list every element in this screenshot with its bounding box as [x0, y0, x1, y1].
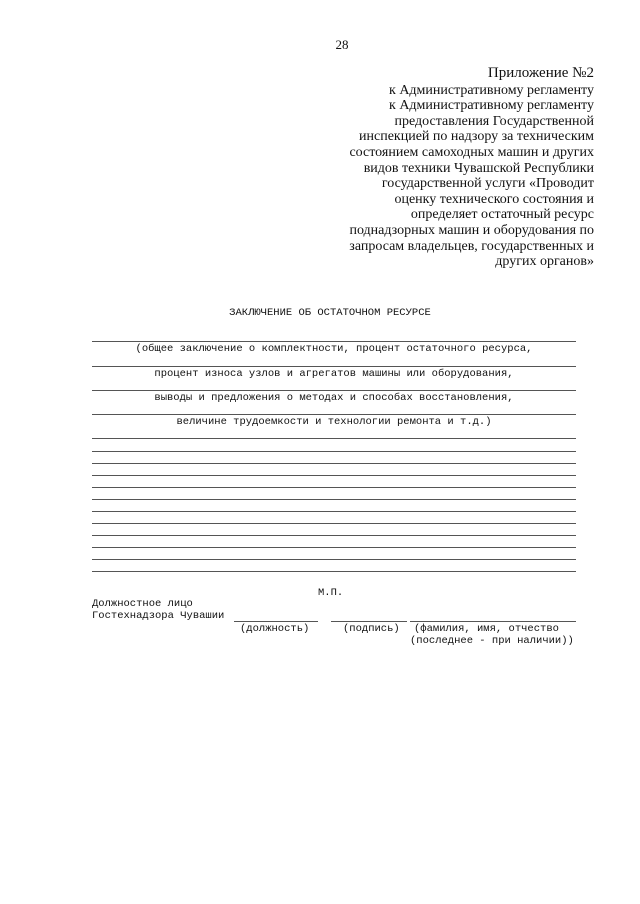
position-field[interactable] [234, 621, 318, 622]
conclusion-line[interactable] [92, 571, 576, 572]
conclusion-line[interactable] [92, 511, 576, 512]
conclusion-line[interactable] [92, 463, 576, 464]
conclusion-hint: процент износа узлов и агрегатов машины или оборудования, [154, 368, 514, 380]
signature-caption: (подпись) [343, 623, 400, 635]
appendix-line: других органов» [495, 254, 594, 270]
conclusion-hint: (общее заключение о комплектности, процент остаточного ресурса, [135, 343, 533, 355]
appendix-title: Приложение №2 [487, 65, 594, 81]
conclusion-line[interactable] [92, 390, 576, 391]
conclusion-line[interactable] [92, 559, 576, 560]
conclusion-hint: выводы и предложения о методах и способах восстановления, [154, 392, 514, 404]
appendix-line: определяет остаточный ресурс [410, 207, 594, 223]
appendix-block [294, 66, 594, 270]
appendix-line: состоянием самоходных машин и других [349, 144, 594, 160]
conclusion-line[interactable] [92, 451, 576, 452]
conclusion-line[interactable] [92, 499, 576, 500]
appendix-line: оценку технического состояния и [394, 191, 594, 207]
appendix-line: видов техники Чувашской Республики [363, 160, 594, 176]
appendix-line: к Административному регламенту [389, 98, 594, 114]
appendix-line: к Административному регламенту [389, 82, 594, 98]
conclusion-line[interactable] [92, 366, 576, 367]
conclusion-line[interactable] [92, 523, 576, 524]
conclusion-line[interactable] [92, 487, 576, 488]
official-label: Гостехнадзора Чувашии [92, 610, 225, 622]
conclusion-line[interactable] [92, 535, 576, 536]
appendix-line: предоставления Государственной [394, 113, 594, 129]
appendix-line: государственной услуги «Проводит [381, 176, 594, 192]
position-caption: (должность) [240, 623, 310, 635]
signature-field[interactable] [331, 621, 407, 622]
official-label: Должностное лицо [92, 598, 193, 610]
full-name-field[interactable] [410, 621, 576, 622]
conclusion-line[interactable] [92, 341, 576, 342]
full-name-caption: (фамилия, имя, отчество [414, 623, 559, 635]
appendix-line: инспекцией по надзору за техническим [359, 129, 594, 145]
appendix-line: поднадзорных машин и оборудования по [349, 222, 594, 238]
conclusion-line[interactable] [92, 414, 576, 415]
page-number: 28 [335, 37, 349, 52]
conclusion-line[interactable] [92, 547, 576, 548]
stamp-label: М.П. [318, 587, 344, 599]
form-heading: ЗАКЛЮЧЕНИЕ ОБ ОСТАТОЧНОМ РЕСУРСЕ [229, 307, 431, 319]
appendix-line: запросам владельцев, государственных и [349, 238, 594, 254]
full-name-caption: (последнее - при наличии)) [410, 635, 574, 647]
conclusion-line[interactable] [92, 475, 576, 476]
conclusion-hint: величине трудоемкости и технологии ремонта и т.д.) [176, 416, 492, 428]
conclusion-line[interactable] [92, 438, 576, 439]
